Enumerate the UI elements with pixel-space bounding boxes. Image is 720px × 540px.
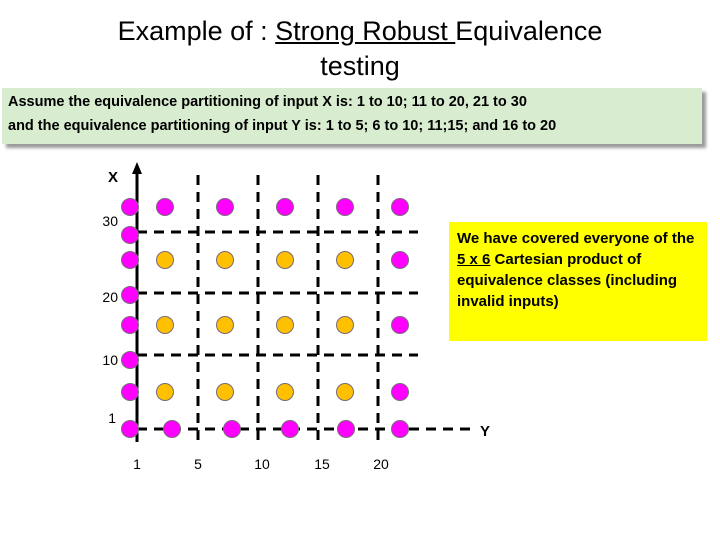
invalid-test-point: [224, 421, 241, 438]
assumption-line-2: and the equivalence partitioning of input Y is: 1 to 5; 6 to 10; 11;15; and 16 to 20: [8, 118, 557, 134]
valid-test-point: [277, 317, 294, 334]
x-tick-label: 20: [102, 289, 118, 305]
callout-text: [457, 228, 697, 312]
invalid-test-point: [122, 317, 139, 334]
title-line-2: testing: [320, 51, 400, 81]
invalid-test-point: [157, 199, 174, 216]
invalid-test-point: [392, 252, 409, 269]
x-tick-label: 10: [102, 352, 118, 368]
valid-test-point: [277, 384, 294, 401]
invalid-test-point: [392, 421, 409, 438]
x-tick-label: 1: [108, 410, 116, 426]
invalid-test-point: [392, 199, 409, 216]
y-axis-label: Y: [480, 423, 491, 440]
valid-test-point: [337, 317, 354, 334]
x-axis-arrow: [132, 162, 142, 174]
x-tick-label: 30: [102, 213, 118, 229]
invalid-test-point: [392, 317, 409, 334]
title-underlined: Strong Robust: [275, 16, 456, 46]
invalid-test-point: [392, 384, 409, 401]
invalid-test-point: [122, 421, 139, 438]
invalid-test-point: [122, 227, 139, 244]
valid-test-point: [157, 384, 174, 401]
invalid-test-point: [277, 199, 294, 216]
y-tick-label: 20: [373, 456, 389, 472]
callout-text-part-1: We have covered everyone of the: [457, 230, 695, 247]
valid-test-point: [157, 317, 174, 334]
x-axis-label: X: [108, 169, 119, 186]
invalid-test-point: [122, 287, 139, 304]
invalid-test-point: [338, 421, 355, 438]
invalid-test-point: [217, 199, 234, 216]
valid-test-point: [217, 384, 234, 401]
y-tick-label: 10: [254, 456, 270, 472]
invalid-test-point: [122, 199, 139, 216]
title-prefix: Example of :: [117, 16, 276, 46]
y-tick-label: 15: [314, 456, 330, 472]
valid-test-point: [337, 252, 354, 269]
invalid-test-point: [122, 352, 139, 369]
grid-lines: [137, 175, 418, 442]
invalid-test-point: [122, 252, 139, 269]
title-suffix: Equivalence: [455, 16, 603, 46]
callout-text-underlined: 5 x 6: [457, 251, 491, 268]
invalid-test-point: [122, 384, 139, 401]
invalid-test-point: [164, 421, 181, 438]
valid-test-point: [217, 252, 234, 269]
coverage-callout: [449, 222, 707, 341]
y-tick-label: 5: [194, 456, 202, 472]
valid-test-point: [157, 252, 174, 269]
y-tick-label: 1: [133, 456, 141, 472]
invalid-test-point: [282, 421, 299, 438]
valid-test-point: [217, 317, 234, 334]
points-layer: [122, 199, 409, 438]
callout-text-part-2: Cartesian product of equivalence classes (including invalid inputs): [457, 251, 678, 310]
invalid-test-point: [337, 199, 354, 216]
valid-test-point: [337, 384, 354, 401]
valid-test-point: [277, 252, 294, 269]
assumption-line-1: Assume the equivalence partitioning of input X is: 1 to 10; 11 to 20, 21 to 30: [8, 94, 527, 110]
